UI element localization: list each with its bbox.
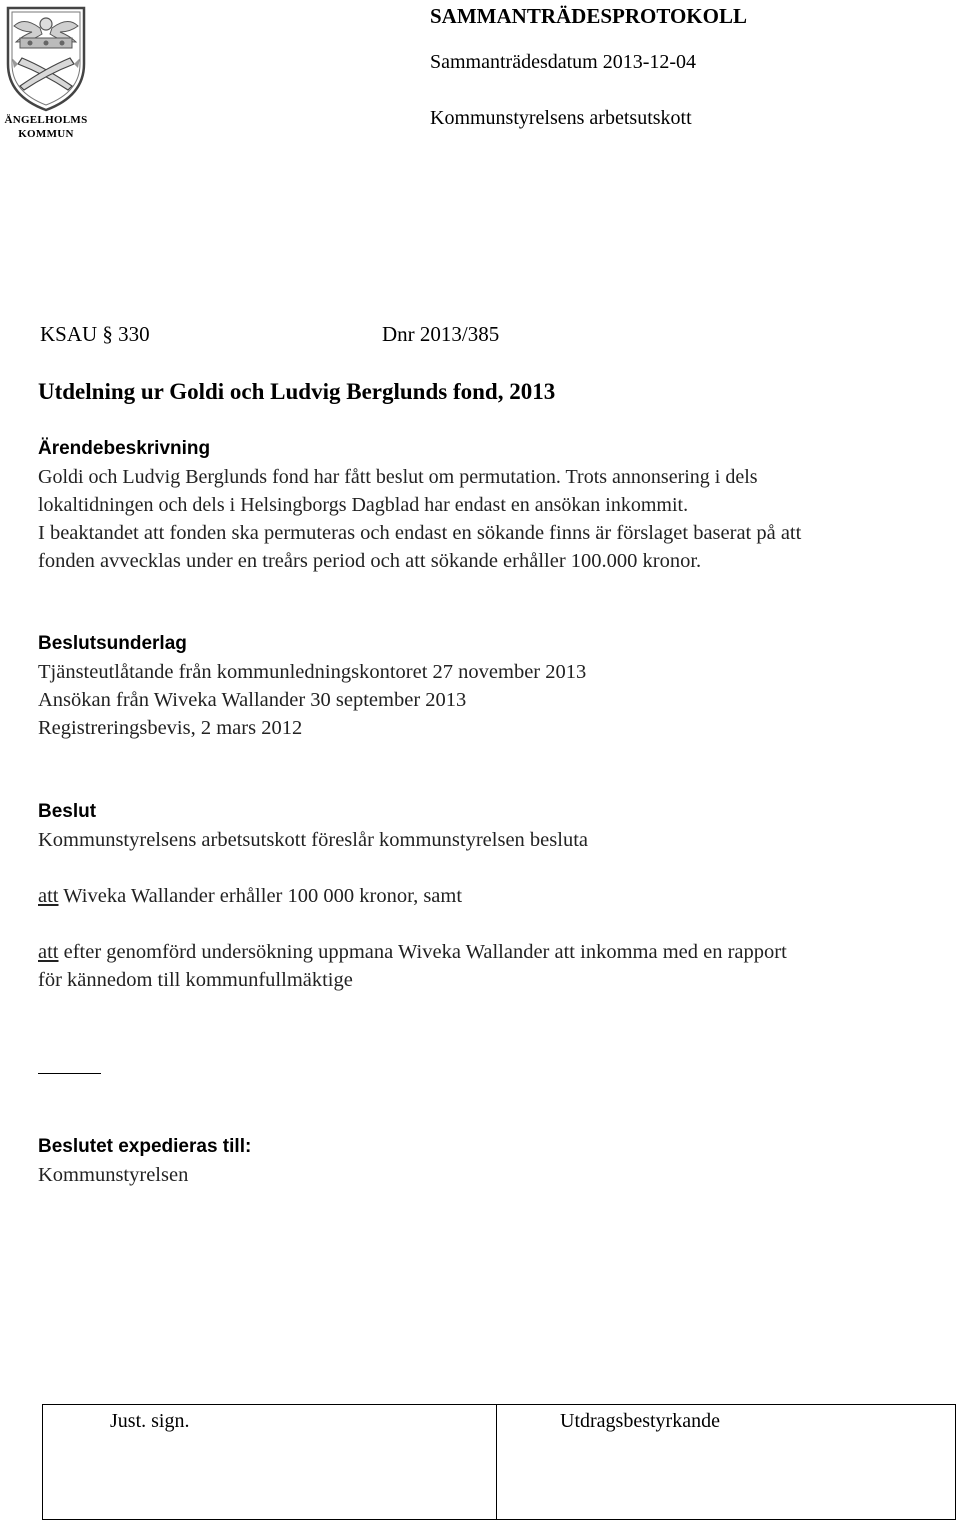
decision-point-2-text: efter genomförd undersökning uppmana Wiveka Wallander att inkomma med en rapport	[58, 941, 787, 963]
decision-intro: Kommunstyrelsens arbetsutskott föreslår kommunstyrelsen besluta	[38, 829, 588, 851]
municipality-logo	[0, 2, 92, 144]
att-keyword: att	[38, 885, 59, 907]
decision-point-1	[38, 885, 462, 908]
section-heading-arendebeskrivning: Ärendebeskrivning	[38, 438, 211, 459]
section-divider	[38, 1073, 101, 1074]
basis-document-item: Tjänsteutlåtande från kommunledningskontoret 27 november 2013	[38, 661, 587, 683]
description-line: I beaktandet att fonden ska permuteras och endast en sökande finns är förslaget baserat på att	[38, 522, 802, 544]
meeting-date: Sammanträdesdatum 2013-12-04	[430, 51, 697, 73]
signature-box-divider	[496, 1404, 497, 1520]
att-keyword: att	[38, 941, 59, 963]
description-line: Goldi och Ludvig Berglunds fond har fått beslut om permutation. Trots annonsering i dels	[38, 466, 758, 488]
committee-name: Kommunstyrelsens arbetsutskott	[430, 107, 692, 129]
decision-point-1-text: Wiveka Wallander erhåller 100 000 kronor, samt	[58, 885, 463, 907]
recipient: Kommunstyrelsen	[38, 1164, 189, 1186]
case-title: Utdelning ur Goldi och Ludvig Berglunds fond, 2013	[38, 379, 556, 404]
case-paragraph-number: KSAU § 330	[40, 322, 150, 346]
section-heading-expedieras: Beslutet expedieras till:	[38, 1136, 252, 1157]
description-line: fonden avvecklas under en treårs period och att sökande erhåller 100.000 kronor.	[38, 550, 702, 572]
document-type-title: SAMMANTRÄDESPROTOKOLL	[430, 4, 747, 28]
section-heading-beslutsunderlag: Beslutsunderlag	[38, 633, 187, 654]
adjuster-signature-label: Just. sign.	[110, 1410, 190, 1432]
description-line: lokaltidningen och dels i Helsingborgs Dagblad har endast en ansökan inkommit.	[38, 494, 689, 516]
decision-point-2-continuation: för kännedom till kommunfullmäktige	[38, 969, 353, 991]
logo-text-line1: ÄNGELHOLMS	[4, 114, 88, 126]
angelholms-kommun-coat-of-arms-icon	[0, 2, 92, 114]
basis-document-item: Registreringsbevis, 2 mars 2012	[38, 717, 303, 739]
case-reference-number: Dnr 2013/385	[382, 322, 500, 346]
logo-text-line2: KOMMUN	[18, 128, 74, 140]
section-heading-beslut: Beslut	[38, 801, 97, 822]
decision-point-2	[38, 941, 787, 964]
basis-document-item: Ansökan från Wiveka Wallander 30 september 2013	[38, 689, 467, 711]
extract-certification-label: Utdragsbestyrkande	[560, 1410, 720, 1432]
